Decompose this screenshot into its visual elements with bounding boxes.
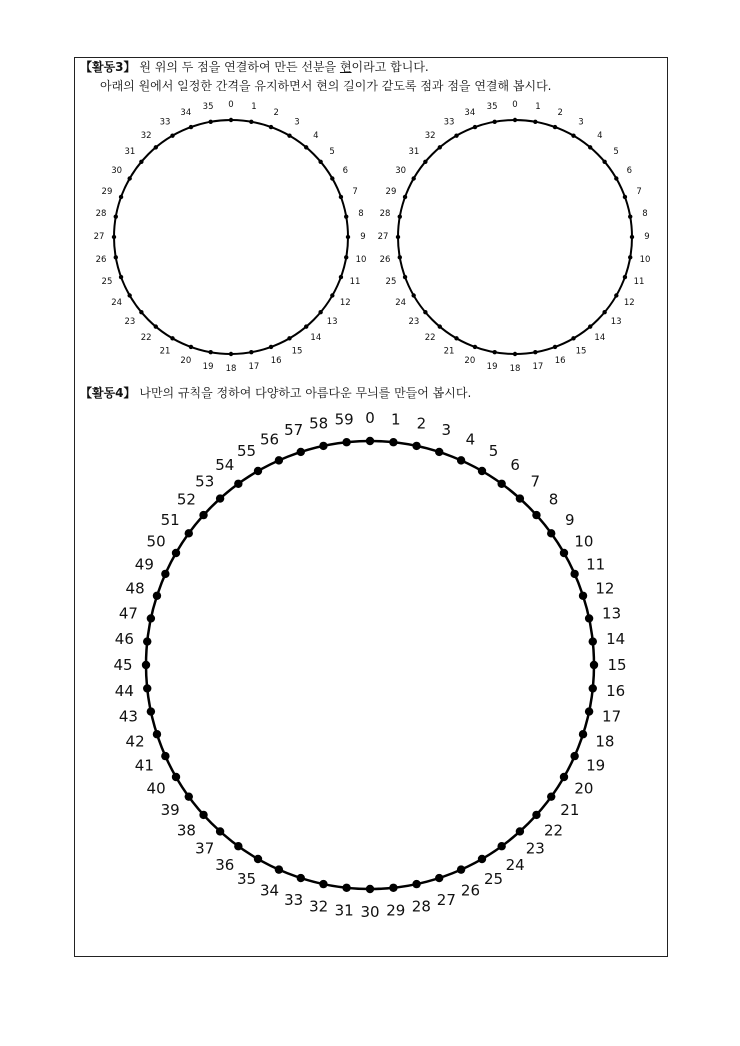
big-label-47: 47 <box>118 604 138 623</box>
right-label-23: 23 <box>408 316 420 327</box>
left-label-34: 34 <box>180 107 192 118</box>
left-label-24: 24 <box>111 298 123 308</box>
right-label-12: 12 <box>623 298 635 308</box>
big-point-3 <box>435 448 443 456</box>
big-label-49: 49 <box>134 555 154 574</box>
big-point-36 <box>234 842 242 850</box>
big-point-31 <box>342 884 350 892</box>
big-point-28 <box>412 880 420 888</box>
left-label-29: 29 <box>101 186 113 197</box>
big-label-29: 29 <box>386 901 406 920</box>
big-label-41: 41 <box>134 756 154 775</box>
big-point-16 <box>589 684 597 692</box>
big-outline <box>146 441 594 889</box>
right-label-19: 19 <box>486 361 498 372</box>
left-label-32: 32 <box>140 130 152 141</box>
big-label-55: 55 <box>236 442 257 461</box>
right-label-2: 2 <box>557 107 563 118</box>
big-point-4 <box>457 456 465 464</box>
left-label-9: 9 <box>360 232 366 242</box>
big-point-29 <box>389 884 397 892</box>
big-label-32: 32 <box>309 897 329 916</box>
left-label-27: 27 <box>93 232 105 242</box>
big-point-35 <box>254 855 262 863</box>
activity3-text-post: 이라고 합니다. <box>351 60 429 74</box>
left-label-7: 7 <box>352 186 358 197</box>
big-label-19: 19 <box>586 756 606 775</box>
big-label-8: 8 <box>548 490 559 509</box>
left-label-22: 22 <box>140 333 152 344</box>
right-label-22: 22 <box>424 333 436 344</box>
big-point-45 <box>142 661 150 669</box>
right-label-15: 15 <box>575 346 587 357</box>
big-label-51: 51 <box>160 510 180 529</box>
big-point-11 <box>570 570 578 578</box>
big-point-37 <box>216 827 224 835</box>
big-point-39 <box>185 792 193 800</box>
big-label-53: 53 <box>195 472 215 491</box>
big-point-59 <box>342 438 350 446</box>
right-label-6: 6 <box>626 166 633 176</box>
big-label-59: 59 <box>334 410 354 429</box>
big-label-45: 45 <box>113 656 133 674</box>
big-point-41 <box>161 752 169 760</box>
big-point-57 <box>297 448 305 456</box>
right-label-32: 32 <box>424 130 436 141</box>
right-label-35: 35 <box>486 102 498 113</box>
big-point-18 <box>579 730 587 738</box>
big-point-24 <box>497 842 505 850</box>
big-point-38 <box>199 811 207 819</box>
big-label-13: 13 <box>602 604 622 623</box>
big-point-49 <box>161 570 169 578</box>
right-label-1: 1 <box>535 102 541 113</box>
big-point-44 <box>143 684 151 692</box>
right-label-26: 26 <box>379 254 391 265</box>
right-label-24: 24 <box>395 298 407 308</box>
right-label-33: 33 <box>443 117 455 128</box>
big-label-21: 21 <box>560 801 580 820</box>
big-point-56 <box>275 456 283 464</box>
big-point-34 <box>275 865 283 873</box>
big-point-27 <box>435 874 443 882</box>
big-point-8 <box>532 511 540 519</box>
big-point-48 <box>153 592 161 600</box>
chord-term: 현 <box>339 60 352 74</box>
left-label-3: 3 <box>294 117 300 128</box>
left-label-31: 31 <box>124 147 136 158</box>
big-point-9 <box>547 529 555 537</box>
big-point-5 <box>478 467 486 475</box>
big-point-33 <box>297 874 305 882</box>
big-label-38: 38 <box>176 821 196 840</box>
big-label-30: 30 <box>360 903 380 921</box>
right-label-20: 20 <box>464 356 476 367</box>
big-label-6: 6 <box>510 456 520 475</box>
big-label-7: 7 <box>530 472 541 491</box>
big-label-5: 5 <box>488 442 499 461</box>
big-label-35: 35 <box>236 869 257 888</box>
big-label-14: 14 <box>606 630 626 649</box>
big-label-26: 26 <box>460 881 481 900</box>
big-label-42: 42 <box>125 732 145 751</box>
right-label-4: 4 <box>597 130 603 141</box>
big-point-40 <box>172 773 180 781</box>
big-point-1 <box>389 438 397 446</box>
big-point-25 <box>478 855 486 863</box>
left-label-12: 12 <box>339 298 351 308</box>
big-label-37: 37 <box>195 839 215 858</box>
left-label-20: 20 <box>180 356 192 367</box>
big-label-25: 25 <box>483 869 504 888</box>
big-point-19 <box>570 752 578 760</box>
big-label-56: 56 <box>259 430 280 449</box>
big-point-54 <box>234 480 242 488</box>
left-label-30: 30 <box>111 166 123 176</box>
activity3-tag: 【활동3】 <box>80 60 136 74</box>
big-point-15 <box>590 661 598 669</box>
big-point-2 <box>412 442 420 450</box>
activity4-text: 나만의 규칙을 정하여 다양하고 아름다운 무늬를 만들어 봅시다. <box>135 386 472 400</box>
big-label-27: 27 <box>436 890 456 909</box>
left-label-10: 10 <box>355 254 367 265</box>
big-point-23 <box>516 827 524 835</box>
big-point-47 <box>147 614 155 622</box>
left-label-23: 23 <box>124 316 136 327</box>
activity4-tag: 【활동4】 <box>80 386 136 400</box>
big-label-2: 2 <box>416 414 427 433</box>
big-label-36: 36 <box>215 855 235 874</box>
big-label-58: 58 <box>309 414 329 433</box>
left-label-19: 19 <box>202 361 214 372</box>
right-label-5: 5 <box>613 147 619 158</box>
big-label-28: 28 <box>411 897 431 916</box>
left-label-14: 14 <box>310 333 322 344</box>
left-label-16: 16 <box>270 356 282 367</box>
big-label-10: 10 <box>574 532 594 551</box>
right-label-21: 21 <box>443 346 455 357</box>
big-point-22 <box>532 811 540 819</box>
big-point-52 <box>199 511 207 519</box>
big-point-21 <box>547 792 555 800</box>
big-point-46 <box>143 637 151 645</box>
left-label-17: 17 <box>248 361 260 372</box>
big-label-20: 20 <box>574 779 594 798</box>
big-point-10 <box>560 549 568 557</box>
right-label-31: 31 <box>408 147 420 158</box>
right-label-30: 30 <box>395 166 407 176</box>
big-label-17: 17 <box>602 707 622 726</box>
big-point-12 <box>579 592 587 600</box>
right-label-29: 29 <box>385 186 397 197</box>
big-label-3: 3 <box>441 421 452 440</box>
left-label-11: 11 <box>349 277 361 288</box>
big-label-31: 31 <box>334 901 354 920</box>
right-label-25: 25 <box>385 277 397 288</box>
big-point-43 <box>147 707 155 715</box>
right-label-0: 0 <box>512 100 518 110</box>
right-label-18: 18 <box>509 364 521 374</box>
big-point-7 <box>516 494 524 502</box>
big-label-46: 46 <box>114 630 134 649</box>
big-label-40: 40 <box>146 779 166 798</box>
big-point-51 <box>185 529 193 537</box>
big-label-39: 39 <box>160 801 180 820</box>
activity3-instruction: 아래의 원에서 일정한 간격을 유지하면서 현의 길이가 같도록 점과 점을 연결해 봅시다. <box>100 79 552 93</box>
right-label-3: 3 <box>578 117 584 128</box>
big-label-0: 0 <box>365 409 375 427</box>
big-label-1: 1 <box>391 410 401 429</box>
big-point-14 <box>589 637 597 645</box>
right-label-27: 27 <box>377 232 389 242</box>
big-label-23: 23 <box>525 839 545 858</box>
right-label-14: 14 <box>594 333 606 344</box>
big-label-18: 18 <box>595 732 615 751</box>
activity3-text-pre: 원 위의 두 점을 연결하여 만든 선분을 <box>135 60 340 74</box>
big-label-11: 11 <box>586 555 606 574</box>
left-label-28: 28 <box>95 209 107 220</box>
left-label-35: 35 <box>202 102 214 113</box>
big-point-30 <box>366 885 374 893</box>
big-label-24: 24 <box>505 855 525 874</box>
big-label-9: 9 <box>565 510 575 529</box>
left-label-21: 21 <box>159 346 171 357</box>
big-label-33: 33 <box>284 890 304 909</box>
left-label-13: 13 <box>326 316 338 327</box>
big-label-12: 12 <box>595 579 615 598</box>
big-label-22: 22 <box>544 821 564 840</box>
left-label-1: 1 <box>251 102 257 113</box>
big-point-17 <box>585 707 593 715</box>
big-label-4: 4 <box>465 430 476 449</box>
left-label-18: 18 <box>225 364 237 374</box>
big-label-57: 57 <box>284 421 304 440</box>
big-point-32 <box>319 880 327 888</box>
big-point-0 <box>366 437 374 445</box>
right-label-11: 11 <box>633 277 645 288</box>
right-label-17: 17 <box>532 361 544 372</box>
left-label-4: 4 <box>313 130 319 141</box>
big-label-48: 48 <box>125 579 145 598</box>
big-point-20 <box>560 773 568 781</box>
left-label-25: 25 <box>101 277 113 288</box>
right-label-34: 34 <box>464 107 476 118</box>
right-label-16: 16 <box>554 356 566 367</box>
left-label-8: 8 <box>358 209 364 220</box>
left-label-6: 6 <box>342 166 349 176</box>
big-label-43: 43 <box>118 707 138 726</box>
left-label-33: 33 <box>159 117 171 128</box>
right-label-10: 10 <box>639 254 651 265</box>
left-label-15: 15 <box>291 346 303 357</box>
right-label-13: 13 <box>610 316 622 327</box>
big-point-55 <box>254 467 262 475</box>
left-label-2: 2 <box>273 107 279 118</box>
big-point-13 <box>585 614 593 622</box>
big-label-54: 54 <box>215 456 235 475</box>
right-label-9: 9 <box>644 232 650 242</box>
big-point-42 <box>153 730 161 738</box>
big-label-52: 52 <box>176 490 196 509</box>
right-label-8: 8 <box>642 209 648 220</box>
big-point-53 <box>216 494 224 502</box>
big-label-15: 15 <box>607 656 627 674</box>
big-point-50 <box>172 549 180 557</box>
big-label-16: 16 <box>606 681 626 700</box>
right-label-7: 7 <box>636 186 642 197</box>
big-point-58 <box>319 442 327 450</box>
big-label-34: 34 <box>259 881 280 900</box>
big-point-6 <box>497 480 505 488</box>
big-label-44: 44 <box>114 681 134 700</box>
big-label-50: 50 <box>146 532 166 551</box>
left-label-26: 26 <box>95 254 107 265</box>
left-label-0: 0 <box>228 100 234 110</box>
left-label-5: 5 <box>329 147 335 158</box>
right-label-28: 28 <box>379 209 391 220</box>
big-point-26 <box>457 865 465 873</box>
